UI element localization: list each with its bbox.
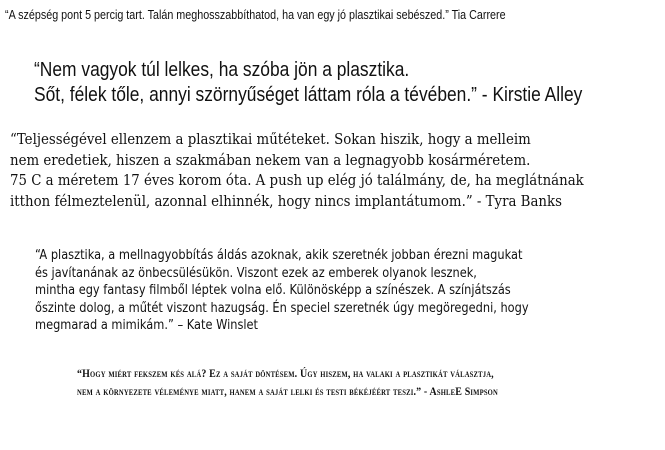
quote-kirstie-alley <box>34 58 582 108</box>
quote-line: őszinte dolog, a műtét viszont hazugság. Én speciel szeretnék úgy megöregedni, hogy <box>35 300 529 316</box>
quote-line: 75 C a méretem 17 éves korom óta. A push up elég jó találmány, de, ha meglátnának <box>10 173 584 189</box>
quote-ashlee-simpson <box>77 364 498 400</box>
quote-line: “A szépség pont 5 percig tart. Talán meghosszabbíthatod, ha van egy jó plasztikai sebészed.” Tia Carrere <box>5 8 506 22</box>
quote-line: megmarad a mimikám.” – Kate Winslet <box>35 318 258 333</box>
quote-line: “Teljességével ellenzem a plasztikai műtéteket. Sokan hiszik, hogy a melleim <box>10 132 531 148</box>
quote-tia-carrere <box>5 7 506 23</box>
quote-line: “Hogy miért fekszem kés alá? Ez a saját döntésem. Úgy hiszem, ha valaki a plasztikát választja, <box>77 366 494 380</box>
quote-line: nem eredetiek, hiszen a szakmában nekem van a legnagyobb kosárméretem. <box>10 152 531 169</box>
quote-line: Sőt, félek tőle, annyi szörnyűséget láttam róla a tévében.” - Kirstie Alley <box>34 84 583 106</box>
quote-line: “Nem vagyok túl lelkes, ha szóba jön a plasztika. <box>34 59 410 81</box>
quote-line: itthon félmeztelenül, azonnal elhinnék, hogy nincs implantátumom.” - Tyra Banks <box>10 193 562 210</box>
quote-kate-winslet <box>35 247 529 335</box>
quote-line: mintha egy fantasy filmből léptek volna elő. Különösképp a színészek. A színjátszás <box>35 283 511 298</box>
quote-line: és javítanának az önbecsülésükön. Viszont ezek az emberek olyanok lesznek, <box>35 265 477 281</box>
quote-line: “A plasztika, a mellnagyobbítás áldás azoknak, akik szeretnék jobban érezni magukat <box>35 248 523 263</box>
quote-line: nem a környezete véleménye miatt, hanem a saját lelki és testi békéjéért teszi.” - AshleE Simpson <box>77 384 498 398</box>
quote-tyra-banks <box>10 130 584 212</box>
